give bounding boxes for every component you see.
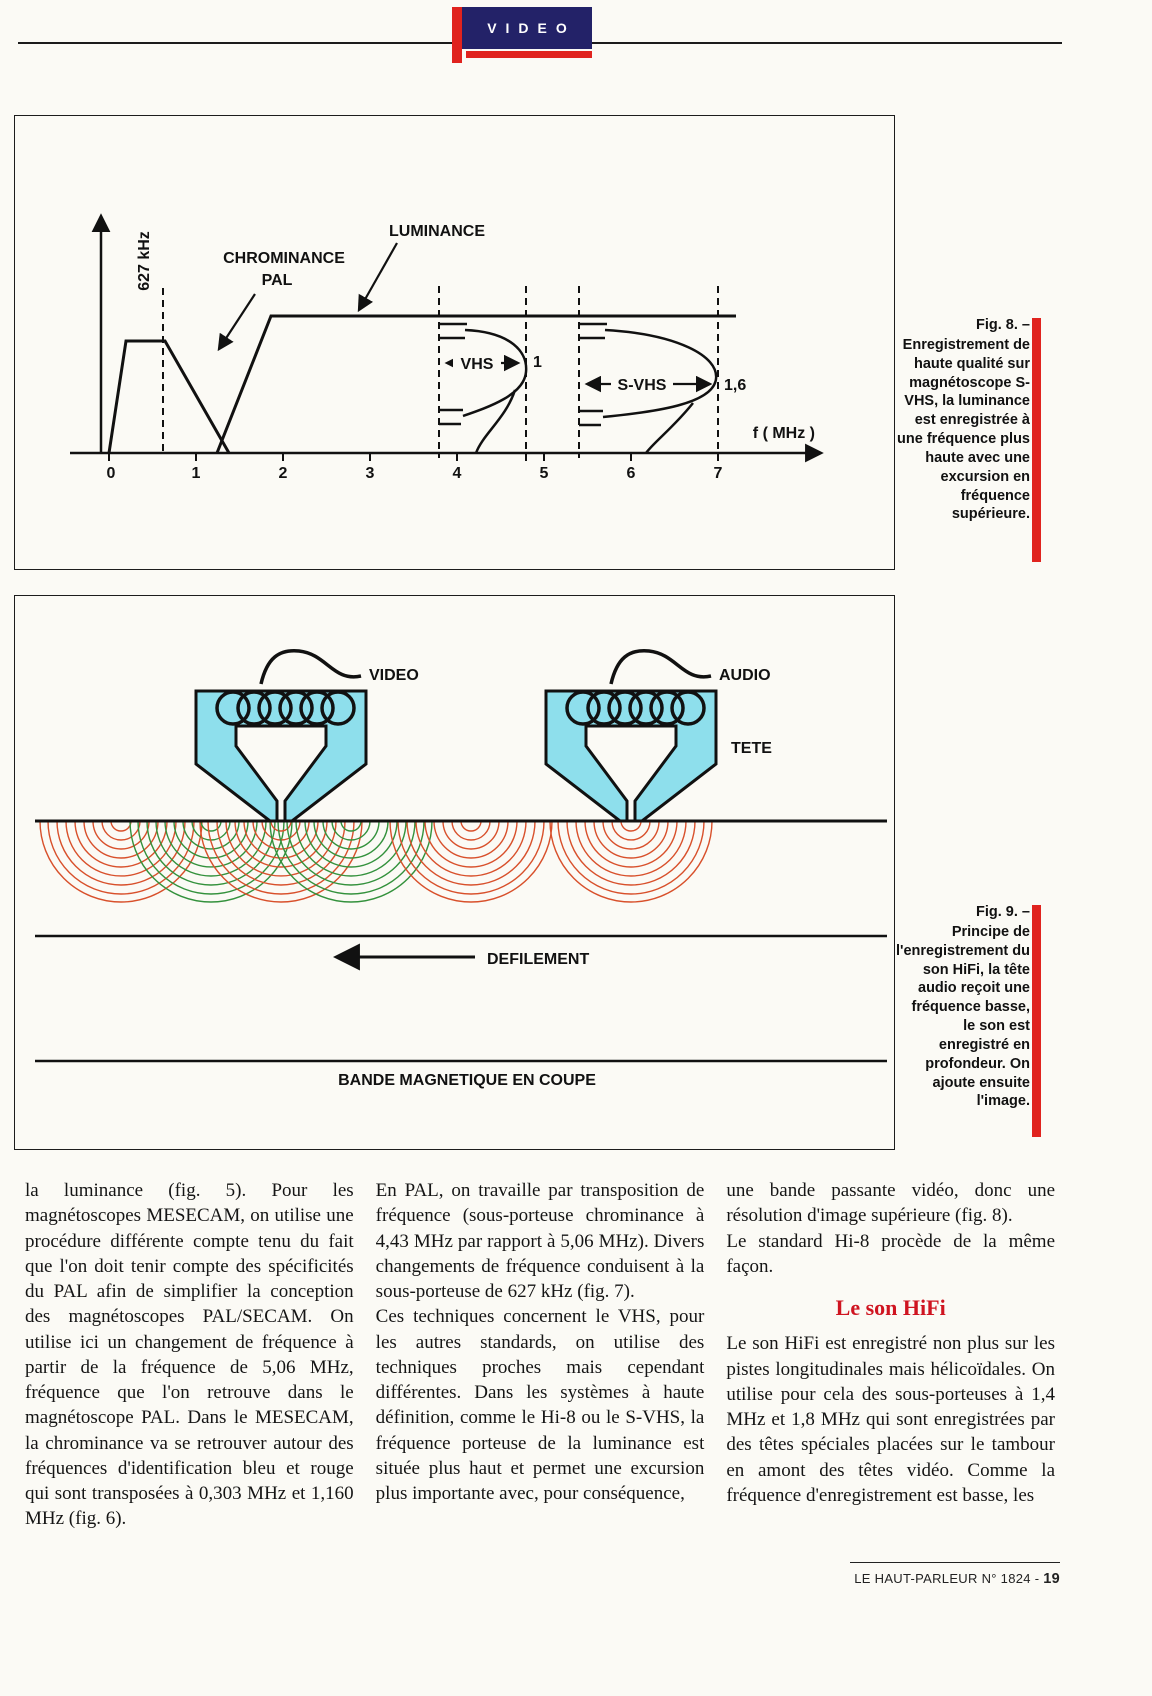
figure-8-caption: [896, 316, 1030, 524]
banner-red-underline: [466, 51, 592, 58]
text-column-1: [25, 1178, 354, 1532]
article-body: [25, 1178, 1055, 1532]
paragraph: Le standard Hi-8 procède de la même façon.: [726, 1230, 1056, 1277]
x-axis-label: f ( MHz ): [752, 425, 815, 442]
page-footer: [850, 1562, 1060, 1587]
figure-9-caption-title: Fig. 9. –: [976, 904, 1030, 920]
subcarrier-label: 627 kHz: [136, 231, 153, 291]
tick-3: 3: [365, 465, 375, 482]
journal-reference: LE HAUT-PARLEUR N° 1824 -: [854, 1571, 1044, 1586]
head-label: TETE: [731, 740, 772, 757]
section-title: VIDEO: [487, 20, 576, 36]
audio-head: [546, 651, 716, 821]
paragraph: la luminance (fig. 5). Pour les magnétoscopes MESECAM, on utilise une procédure différente compte tenu du fait que l'on doit tenir compte des spécificités du PAL afin de simplifier la conception des magnétoscopes PAL/SECAM. On utilise ici un changement de fréquence à partir de la fréquence de 5,06 MHz, fréquence que l'on retrouve dans le magnétoscope PAL. Dans le MESECAM, la chrominance va se retrouver autour des fréquences d'identification bleu et rouge qui sont transposées à 0,303 MHz et 1,160 MHz (fig. 6).: [25, 1180, 354, 1530]
tape-cross-section-label: BANDE MAGNETIQUE EN COUPE: [338, 1072, 596, 1089]
vhs-label: VHS: [460, 356, 494, 373]
tick-4: 4: [452, 465, 462, 482]
vhs-spectrum-curve: [439, 324, 526, 453]
figure-8-caption-text: Enregistrement de haute qualité sur magnétoscope S-VHS, la luminance est enregistrée à une fréquence plus haute avec une excursion en fréquence supérieure.: [897, 336, 1030, 523]
chrominance-label: CHROMINANCE: [223, 250, 345, 267]
audio-head-label: AUDIO: [719, 667, 771, 684]
video-head-wire: [261, 651, 361, 684]
paragraph: une bande passante vidéo, donc une résolution d'image supérieure (fig. 8).: [726, 1180, 1056, 1227]
text-column-2: [376, 1178, 705, 1532]
pal-label: PAL: [261, 272, 293, 289]
video-head-label: VIDEO: [369, 667, 419, 684]
chrominance-curve: [109, 341, 229, 453]
figure-9-caption-text: Principe de l'enregistrement du son HiFi, la tête audio reçoit une fréquence basse, le son est enregistré en profondeur. On ajoute ensuite l'image.: [896, 923, 1030, 1110]
chrominance-pointer-arrow: [219, 294, 255, 349]
figure-8-caption-red-bar: [1032, 318, 1041, 562]
field-arcs: [40, 821, 712, 902]
section-banner: [462, 7, 592, 49]
paragraph: Le son HiFi est enregistré non plus sur les pistes longitudinales mais hélicoïdales. On utilise pour cela des sous-porteuses à 1,4 MHz et 1,8 MHz qui sont enregistrées par des têtes spéciales placées sur le tambour en amont des têtes vidéo. Comme la fréquence d'enregistrement est basse, les: [726, 1333, 1056, 1506]
tick-6: 6: [626, 465, 636, 482]
banner-red-bar: [452, 7, 462, 63]
tick-1: 1: [191, 465, 201, 482]
fig9-diagram: [15, 596, 894, 1149]
figure-8-caption-title: Fig. 8. –: [976, 317, 1030, 333]
luminance-label: LUMINANCE: [389, 223, 485, 240]
section-heading-hifi: Le son HiFi: [835, 1295, 946, 1321]
audio-head-wire: [611, 651, 711, 684]
figure-9-caption-red-bar: [1032, 905, 1041, 1137]
svhs-excursion-value: 1,6: [724, 377, 747, 394]
svhs-label: S-VHS: [617, 377, 667, 394]
tick-labels: [107, 465, 723, 482]
page-number: 19: [1043, 1571, 1060, 1587]
text-column-3: [726, 1178, 1055, 1532]
paragraph: En PAL, on travaille par transposition de fréquence (sous-porteuse chrominance à 4,43 MHz par rapport à 5,06 MHz). Divers changements de fréquence conduisent à la sous-porteuse de 627 kHz (fig. 7).: [375, 1180, 705, 1303]
luminance-pointer-arrow: [359, 243, 397, 310]
tick-2: 2: [278, 465, 288, 482]
tick-7: 7: [713, 465, 723, 482]
paragraph: Ces techniques concernent le VHS, pour les autres standards, on utilise des techniques proches mais cependant différentes. Dans les systèmes à haute définition, comme le Hi-8 ou le S-VHS, la fréquence porteuse de la luminance est située plus haut et permet une excursion plus importante avec, pour conséquence,: [375, 1306, 705, 1505]
video-head: [196, 651, 366, 821]
tick-5: 5: [539, 465, 549, 482]
vhs-excursion-value: 1: [533, 354, 542, 371]
figure-9-caption: [896, 903, 1030, 1111]
figure-8: [14, 115, 895, 570]
tape-motion-label: DEFILEMENT: [487, 951, 590, 968]
tick-0: 0: [106, 465, 116, 482]
figure-9: [14, 595, 895, 1150]
fig8-diagram: [15, 116, 894, 569]
